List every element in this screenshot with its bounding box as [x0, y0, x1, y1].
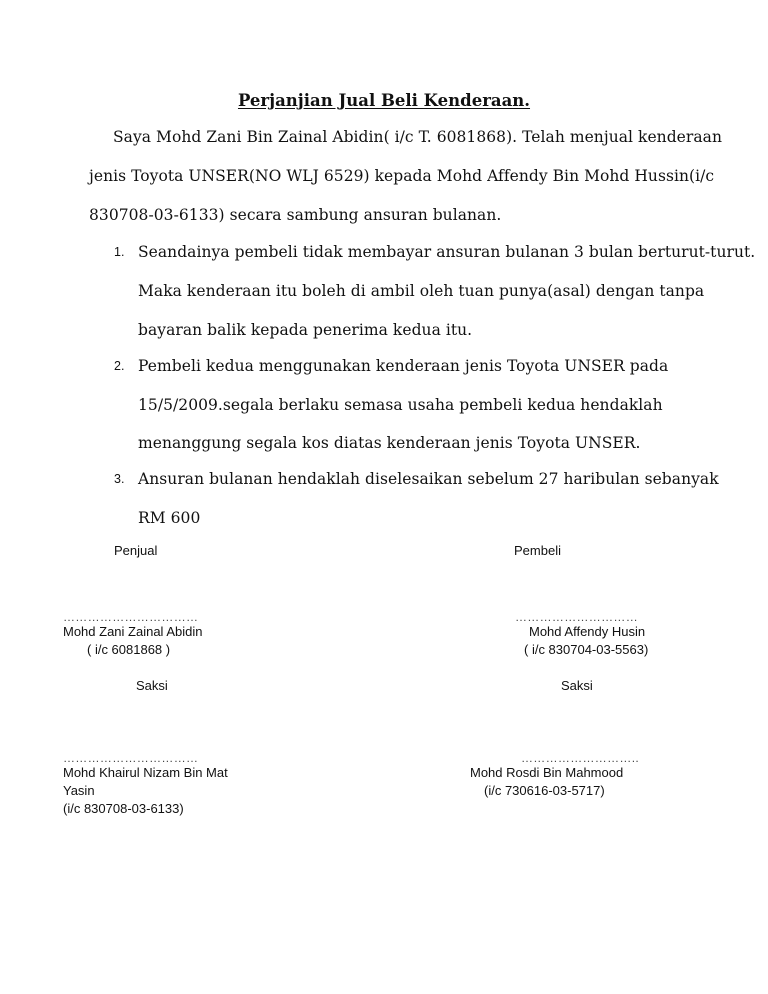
clause-3-line-2: RM 600: [138, 509, 201, 527]
witness-left-role-label: Saksi: [136, 678, 168, 693]
clause-1-line-3: bayaran balik kepada penerima kedua itu.: [138, 321, 473, 339]
witness-left-signature-line: ……………………………: [63, 751, 199, 765]
clause-2-line-2: 15/5/2009.segala berlaku semasa usaha pembeli kedua hendaklah: [138, 396, 663, 414]
document-title: Perjanjian Jual Beli Kenderaan.: [237, 91, 531, 110]
intro-line-1: Saya Mohd Zani Bin Zainal Abidin( i/c T. 6081868). Telah menjual kenderaan: [113, 128, 722, 146]
witness-left-ic: (i/c 830708-03-6133): [63, 801, 184, 816]
clause-2-line-3: menanggung segala kos diatas kenderaan jenis Toyota UNSER.: [138, 434, 641, 452]
witness-left-name-continued: Yasin: [63, 783, 95, 798]
clause-3-line-1: Ansuran bulanan hendaklah diselesaikan sebelum 27 haribulan sebanyak: [138, 470, 719, 488]
buyer-name: Mohd Affendy Husin: [529, 624, 646, 639]
seller-ic: ( i/c 6081868 ): [87, 642, 171, 657]
clause-2-line-1: Pembeli kedua menggunakan kenderaan jenis Toyota UNSER pada: [138, 357, 669, 375]
witness-right-role-label: Saksi: [561, 678, 593, 693]
seller-role-label: Penjual: [114, 543, 158, 558]
seller-signature-line: ……………………………: [63, 610, 199, 624]
buyer-signature-line: …………………………: [515, 610, 638, 624]
witness-left-name: Mohd Khairul Nizam Bin Mat: [63, 765, 228, 780]
witness-right-signature-line: ………………………..: [521, 751, 639, 765]
intro-line-2: jenis Toyota UNSER(NO WLJ 6529) kepada Mohd Affendy Bin Mohd Hussin(i/c: [89, 167, 715, 185]
clause-1-line-2: Maka kenderaan itu boleh di ambil oleh tuan punya(asal) dengan tanpa: [138, 282, 705, 300]
seller-name: Mohd Zani Zainal Abidin: [63, 624, 203, 639]
witness-right-ic: (i/c 730616-03-5717): [484, 783, 605, 798]
clause-number: 3.: [114, 472, 125, 486]
clause-number: 1.: [114, 245, 125, 259]
witness-right-name: Mohd Rosdi Bin Mahmood: [470, 765, 624, 780]
buyer-role-label: Pembeli: [514, 543, 561, 558]
buyer-ic: ( i/c 830704-03-5563): [524, 642, 649, 657]
clause-1-line-1: Seandainya pembeli tidak membayar ansuran bulanan 3 bulan berturut-turut.: [138, 243, 756, 261]
intro-line-3: 830708-03-6133) secara sambung ansuran bulanan.: [89, 206, 502, 224]
clause-number: 2.: [114, 359, 125, 373]
